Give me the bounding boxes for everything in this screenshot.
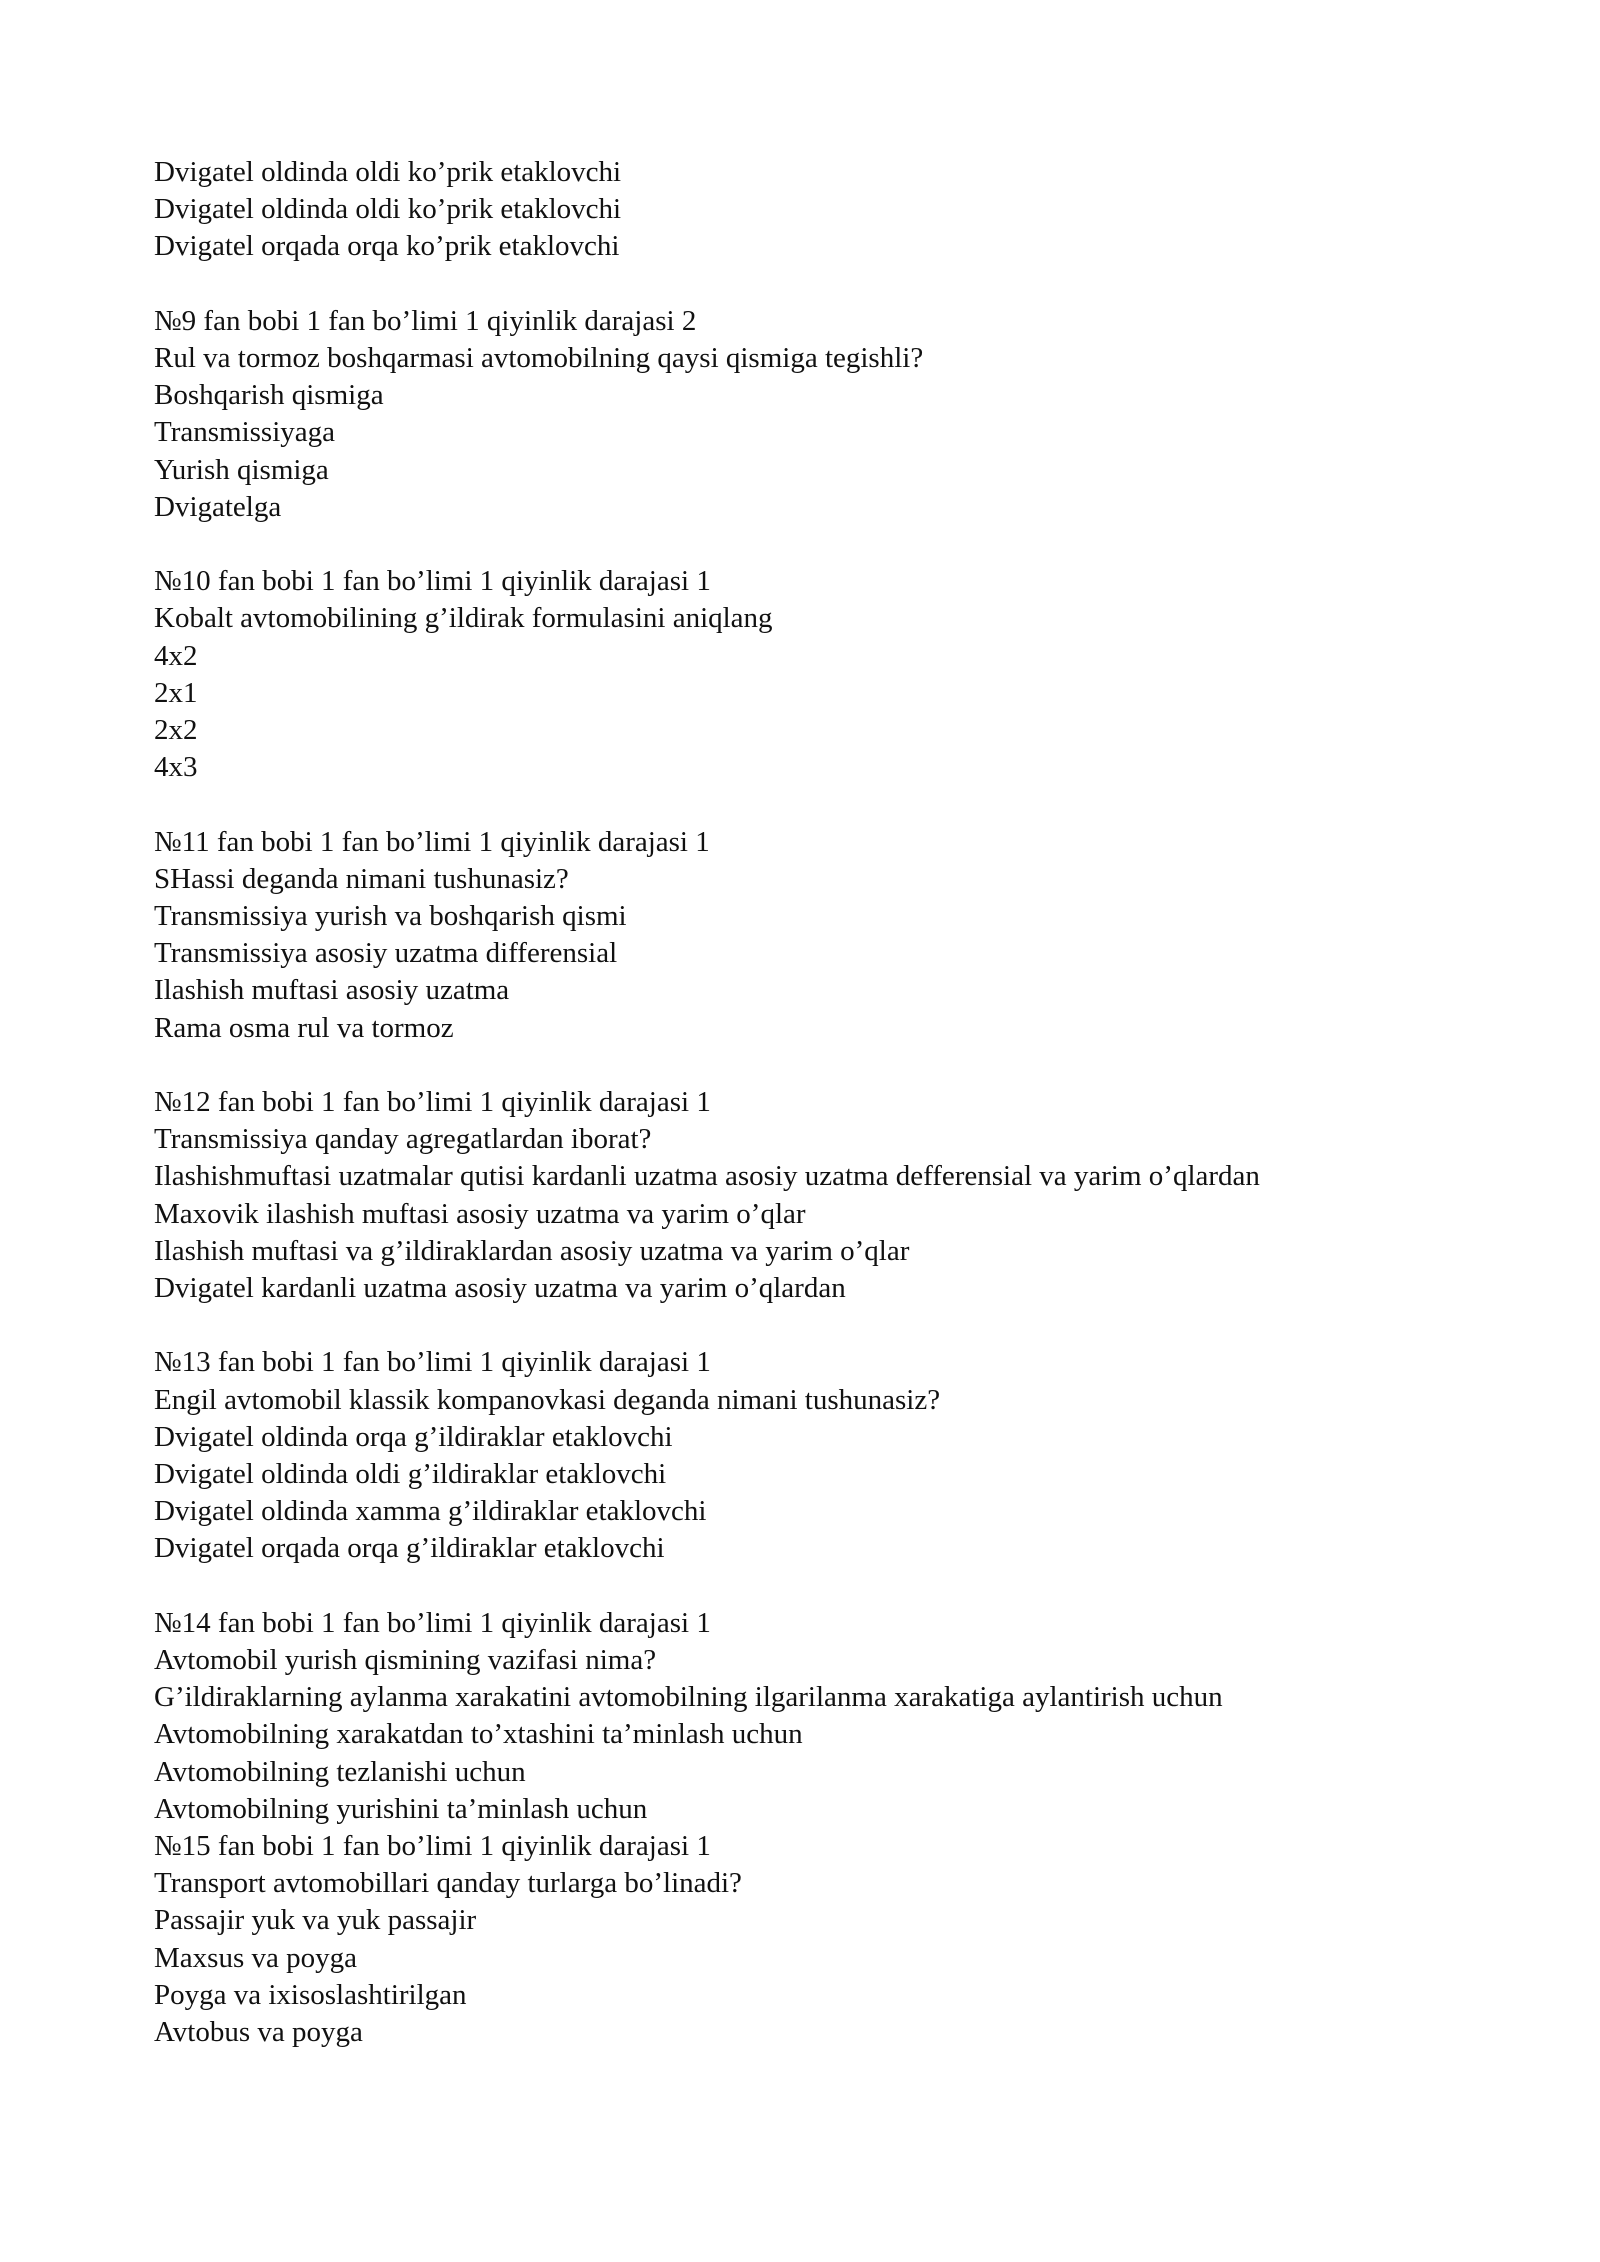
question-header: №13 fan bobi 1 fan bo’limi 1 qiyinlik darajasi 1 — [154, 1346, 711, 1379]
question-text: Engil avtomobil klassik kompanovkasi deganda nimani tushunasiz? — [154, 1383, 941, 1416]
answer-line: Maxovik ilashish muftasi asosiy uzatma va yarim o’qlar — [154, 1197, 806, 1230]
answer-line: Dvigatel oldinda xamma g’ildiraklar etaklovchi — [154, 1495, 707, 1528]
question-text: Transport avtomobillari qanday turlarga bo’linadi? — [154, 1867, 742, 1900]
question-header: №10 fan bobi 1 fan bo’limi 1 qiyinlik darajasi 1 — [154, 565, 711, 598]
answer-line: Rama osma rul va tormoz — [154, 1011, 454, 1044]
answer-line: Transmissiyaga — [154, 416, 335, 449]
answer-line: Dvigatel oldinda oldi ko’prik etaklovchi — [154, 156, 622, 188]
answer-line: Dvigatelga — [154, 490, 282, 523]
answer-line: Dvigatel kardanli uzatma asosiy uzatma va yarim o’qlardan — [154, 1272, 846, 1305]
answer-line: Ilashish muftasi asosiy uzatma — [154, 974, 510, 1007]
answer-line: Dvigatel orqada orqa ko’prik etaklovchi — [154, 230, 620, 263]
question-header: №9 fan bobi 1 fan bo’limi 1 qiyinlik darajasi 2 — [154, 304, 697, 337]
question-block-14 — [154, 1605, 1454, 1828]
answer-line: Ilashish muftasi va g’ildiraklardan asosiy uzatma va yarim o’qlar — [154, 1234, 910, 1267]
answer-line: 2x1 — [154, 676, 198, 709]
answer-line: Yurish qismiga — [154, 453, 329, 486]
answer-line: G’ildiraklarning aylanma xarakatini avtomobilning ilgarilanma xarakatiga aylantirish uchun — [154, 1681, 1223, 1714]
question-text: Transmissiya qanday agregatlardan iborat? — [154, 1123, 652, 1156]
question-block-13 — [154, 1344, 1454, 1567]
answer-line: Poyga va ixisoslashtirilgan — [154, 1978, 467, 2011]
document-page — [154, 154, 1454, 2051]
answer-line: 4x3 — [154, 751, 198, 784]
question-block-9 — [154, 303, 1454, 526]
answer-line: Dvigatel orqada orqa g’ildiraklar etaklovchi — [154, 1532, 665, 1565]
answer-line: Dvigatel oldinda oldi ko’prik etaklovchi — [154, 193, 622, 226]
question-block-10 — [154, 563, 1454, 786]
answer-line: Avtomobilning yurishini ta’minlash uchun — [154, 1792, 648, 1825]
question-text: Avtomobil yurish qismining vazifasi nima? — [154, 1644, 657, 1677]
question-header: №12 fan bobi 1 fan bo’limi 1 qiyinlik darajasi 1 — [154, 1086, 711, 1119]
question-text: Rul va tormoz boshqarmasi avtomobilning qaysi qismiga tegishli? — [154, 342, 924, 374]
question-header: №15 fan bobi 1 fan bo’limi 1 qiyinlik darajasi 1 — [154, 1830, 711, 1863]
question-block-11 — [154, 824, 1454, 1047]
answer-line: Transmissiya asosiy uzatma differensial — [154, 937, 618, 970]
answer-line: Dvigatel oldinda orqa g’ildiraklar etaklovchi — [154, 1420, 673, 1453]
question-block-15 — [154, 1828, 1454, 2051]
answer-line: Avtomobilning tezlanishi uchun — [154, 1755, 526, 1788]
question-header: №14 fan bobi 1 fan bo’limi 1 qiyinlik darajasi 1 — [154, 1606, 711, 1639]
answer-line: 2x2 — [154, 714, 198, 747]
answer-line: Boshqarish qismiga — [154, 379, 384, 412]
intro-answers — [154, 154, 1454, 266]
answer-line: Passajir yuk va yuk passajir — [154, 1904, 477, 1937]
question-header: №11 fan bobi 1 fan bo’limi 1 qiyinlik darajasi 1 — [154, 825, 710, 858]
answer-line: Dvigatel oldinda oldi g’ildiraklar etaklovchi — [154, 1458, 667, 1491]
answer-line: Maxsus va poyga — [154, 1941, 357, 1974]
answer-line: Avtobus va poyga — [154, 2016, 363, 2049]
answer-line: Ilashishmuftasi uzatmalar qutisi kardanli uzatma asosiy uzatma defferensial va yarim o’qlardan — [154, 1160, 1260, 1193]
answer-line: Transmissiya yurish va boshqarish qismi — [154, 900, 627, 933]
answer-line: Avtomobilning xarakatdan to’xtashini ta’minlash uchun — [154, 1718, 803, 1751]
question-block-12 — [154, 1084, 1454, 1307]
answer-line: 4x2 — [154, 639, 198, 672]
question-text: Kobalt avtomobilining g’ildirak formulasini aniqlang — [154, 602, 773, 635]
question-text: SHassi deganda nimani tushunasiz? — [154, 862, 569, 895]
